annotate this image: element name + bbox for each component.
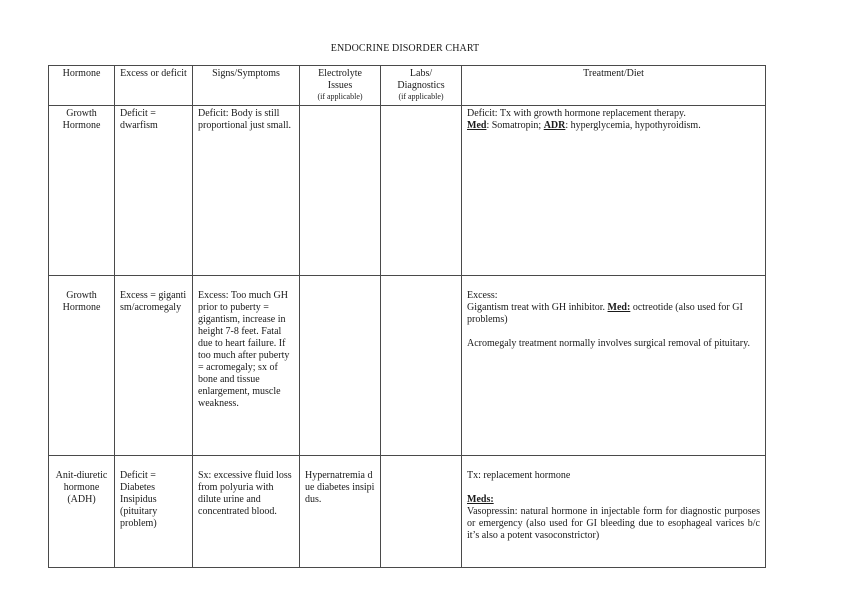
header-labs [381, 66, 462, 106]
cell-signs: Sx: excessive fluid loss from polyuria with dilute urine and concentrated blood. [193, 456, 300, 568]
header-row [49, 66, 766, 106]
treatment-text: Gigantism treat with GH inhibitor. [467, 302, 608, 313]
cell-hormone: Anit-diuretic hormone (ADH) [49, 456, 115, 568]
treatment-meds-heading [467, 494, 760, 506]
table-row [49, 106, 766, 276]
treatment-line: Deficit: Tx with growth hormone replacement therapy. [467, 108, 686, 119]
med-text: : Somatropin; [486, 120, 544, 131]
cell-excess-deficit: Deficit = dwarfism [115, 106, 193, 276]
cell-electrolyte [300, 106, 381, 276]
med-label: Med [467, 120, 487, 131]
document-title: ENDOCRINE DISORDER CHART [330, 43, 480, 54]
header-hormone: Hormone [49, 66, 115, 106]
treatment-med-line [467, 120, 760, 132]
header-excess-deficit: Excess or deficit [115, 66, 193, 106]
adr-text: : hyperglycemia, hypothyroidism. [565, 120, 701, 131]
med-label: Med: [607, 302, 631, 313]
header-electrolyte-label: Electrolyte Issues [318, 68, 362, 91]
cell-treatment [462, 456, 766, 568]
cell-excess-deficit: Excess = gigantism/acromegaly [115, 276, 193, 456]
cell-treatment [462, 106, 766, 276]
meds-label: Meds: [467, 494, 494, 505]
cell-excess-deficit: Deficit = Diabetes Insipidus (pituitary problem) [115, 456, 193, 568]
cell-hormone: Growth Hormone [49, 106, 115, 276]
header-labs-label: Labs/ Diagnostics [397, 68, 445, 91]
cell-labs [381, 456, 462, 568]
header-electrolyte [300, 66, 381, 106]
treatment-med-line [467, 302, 760, 326]
endocrine-disorder-table [48, 65, 766, 568]
header-labs-note: (if applicable) [398, 92, 444, 101]
med-text: octreotide (also used for GI problems) [467, 302, 743, 325]
cell-hormone: Growth Hormone [49, 276, 115, 456]
header-treatment: Treatment/Diet [462, 66, 766, 106]
table-row [49, 276, 766, 456]
header-signs-symptoms: Signs/Symptoms [193, 66, 300, 106]
treatment-line: Tx: replacement hormone [467, 470, 571, 481]
cell-labs [381, 276, 462, 456]
treatment-paragraph: Acromegaly treatment normally involves surgical removal of pituitary. [467, 338, 750, 349]
cell-labs [381, 106, 462, 276]
cell-signs: Excess: Too much GH prior to puberty = gigantism, increase in height 7-8 feet. Fatal due to heart failure. If too much after puberty = acromegaly; sx of bone and tissue enlargement, muscle weakness. [193, 276, 300, 456]
treatment-line: Excess: [467, 290, 498, 301]
treatment-meds-text: Vasopressin: natural hormone in injectable form for diagnostic purposes or emergency (also used for GI bleeding due to esophageal varices b/c it’s also a potent vasoconstrictor) [467, 506, 760, 541]
cell-signs: Deficit: Body is still proportional just small. [193, 106, 300, 276]
header-electrolyte-note: (if applicable) [317, 92, 363, 101]
table-row [49, 456, 766, 568]
cell-electrolyte [300, 276, 381, 456]
cell-treatment [462, 276, 766, 456]
cell-electrolyte: Hypernatremia due diabetes insipidus. [300, 456, 381, 568]
adr-label: ADR [543, 120, 566, 131]
